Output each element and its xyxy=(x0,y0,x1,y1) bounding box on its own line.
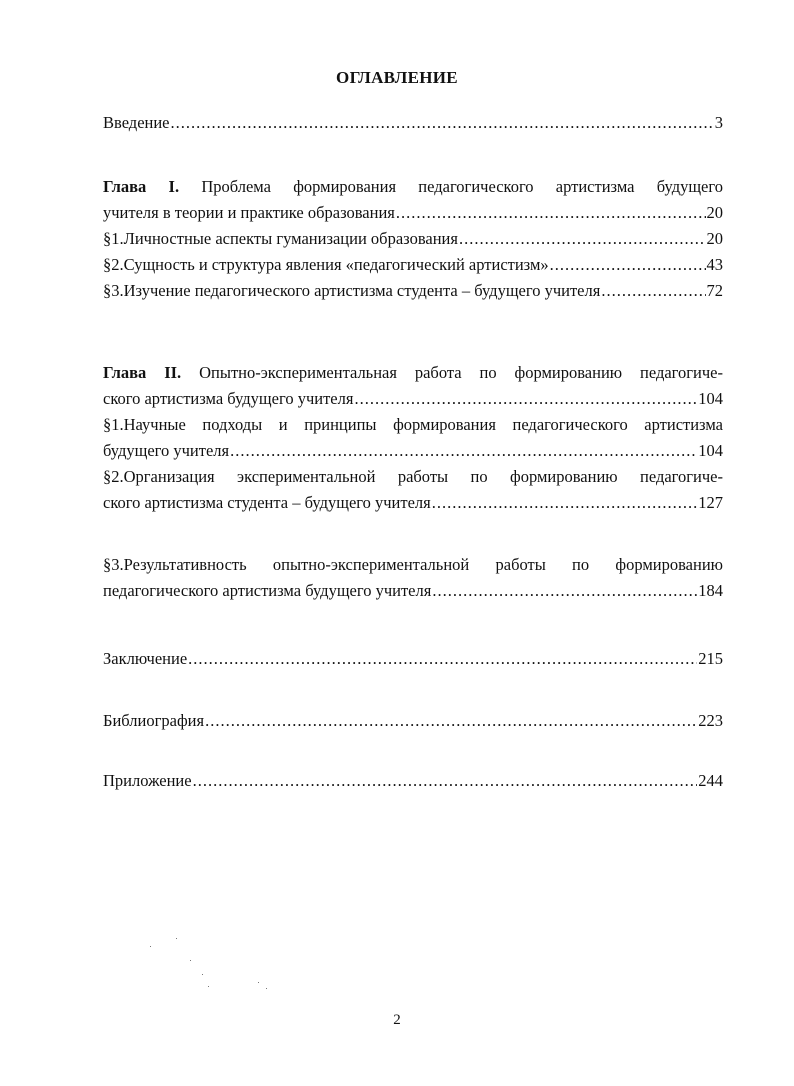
toc-entry-appendix xyxy=(103,768,723,794)
toc-page: 184 xyxy=(698,581,723,600)
chapter-title-line1: Проблема формирования педагогического артистизма будущего xyxy=(201,177,723,196)
toc-leader xyxy=(193,768,698,794)
toc-page: 104 xyxy=(698,441,723,460)
toc-entry-conclusion xyxy=(103,646,723,672)
scan-speck xyxy=(150,946,151,947)
toc-page: 244 xyxy=(698,771,723,790)
toc-label: Заключение xyxy=(103,649,188,668)
toc-leader xyxy=(396,200,706,226)
toc-page: 104 xyxy=(698,389,723,408)
scan-speck xyxy=(190,960,191,961)
toc-entry-chapter-2-section-3 xyxy=(103,552,723,604)
page-title: ОГЛАВЛЕНИЕ xyxy=(336,68,458,87)
toc-entry-introduction xyxy=(103,110,723,136)
chapter-title-line2: учителя в теории и практике образования xyxy=(103,203,395,222)
toc-entry-chapter-2 xyxy=(103,360,723,516)
toc-page: 20 xyxy=(706,203,723,222)
chapter-label: Глава I. xyxy=(103,177,180,196)
toc-leader xyxy=(230,438,697,464)
section-label: §1.Личностные аспекты гуманизации образования xyxy=(103,229,458,248)
toc-page: 43 xyxy=(706,255,723,274)
section-line: §2.Организация экспериментальной работы по формированию педагогиче- xyxy=(103,467,723,486)
toc-section xyxy=(103,252,723,278)
toc-section xyxy=(103,226,723,252)
toc-leader xyxy=(550,252,706,278)
toc-entry-bibliography xyxy=(103,708,723,734)
section-line: будущего учителя xyxy=(103,441,230,460)
toc-leader xyxy=(171,110,714,136)
toc-leader xyxy=(354,386,697,412)
toc-leader xyxy=(205,708,697,734)
scan-speck xyxy=(258,982,259,983)
scan-speck xyxy=(208,986,209,987)
toc-page: 3 xyxy=(714,113,723,132)
toc-page: 127 xyxy=(698,493,723,512)
toc-heading-line xyxy=(103,174,723,200)
toc-leader xyxy=(459,226,706,252)
toc-leader xyxy=(432,578,697,604)
toc-page: 20 xyxy=(706,229,723,248)
scan-speck xyxy=(176,938,177,939)
toc-page: 72 xyxy=(706,281,723,300)
chapter-title-line2: ского артистизма будущего учителя xyxy=(103,389,354,408)
toc-page: 223 xyxy=(698,711,723,730)
toc-label: Введение xyxy=(103,113,170,132)
toc-entry-chapter-1 xyxy=(103,174,723,304)
toc-label: Библиография xyxy=(103,711,205,730)
section-label: §2.Сущность и структура явления «педагогический артистизм» xyxy=(103,255,549,274)
section-line: §3.Результативность опытно-экспериментальной работы по формированию xyxy=(103,555,723,574)
section-line: педагогического артистизма будущего учителя xyxy=(103,581,432,600)
toc-leader xyxy=(432,490,698,516)
scan-speck xyxy=(266,988,267,989)
scan-speck xyxy=(202,974,203,975)
toc-heading-line xyxy=(103,360,723,386)
page-number: 2 xyxy=(393,1012,401,1028)
toc-leader xyxy=(601,278,705,304)
toc-page: 215 xyxy=(698,649,723,668)
chapter-title-line1: Опытно-экспериментальная работа по формированию педагогиче- xyxy=(199,363,723,382)
toc-label: Приложение xyxy=(103,771,192,790)
toc-leader xyxy=(188,646,697,672)
chapter-label: Глава II. xyxy=(103,363,182,382)
section-label: §3.Изучение педагогического артистизма студента – будущего учителя xyxy=(103,281,601,300)
section-line: §1.Научные подходы и принципы формирования педагогического артистизма xyxy=(103,415,723,434)
section-line: ского артистизма студента – будущего учителя xyxy=(103,493,431,512)
toc-section xyxy=(103,278,723,304)
